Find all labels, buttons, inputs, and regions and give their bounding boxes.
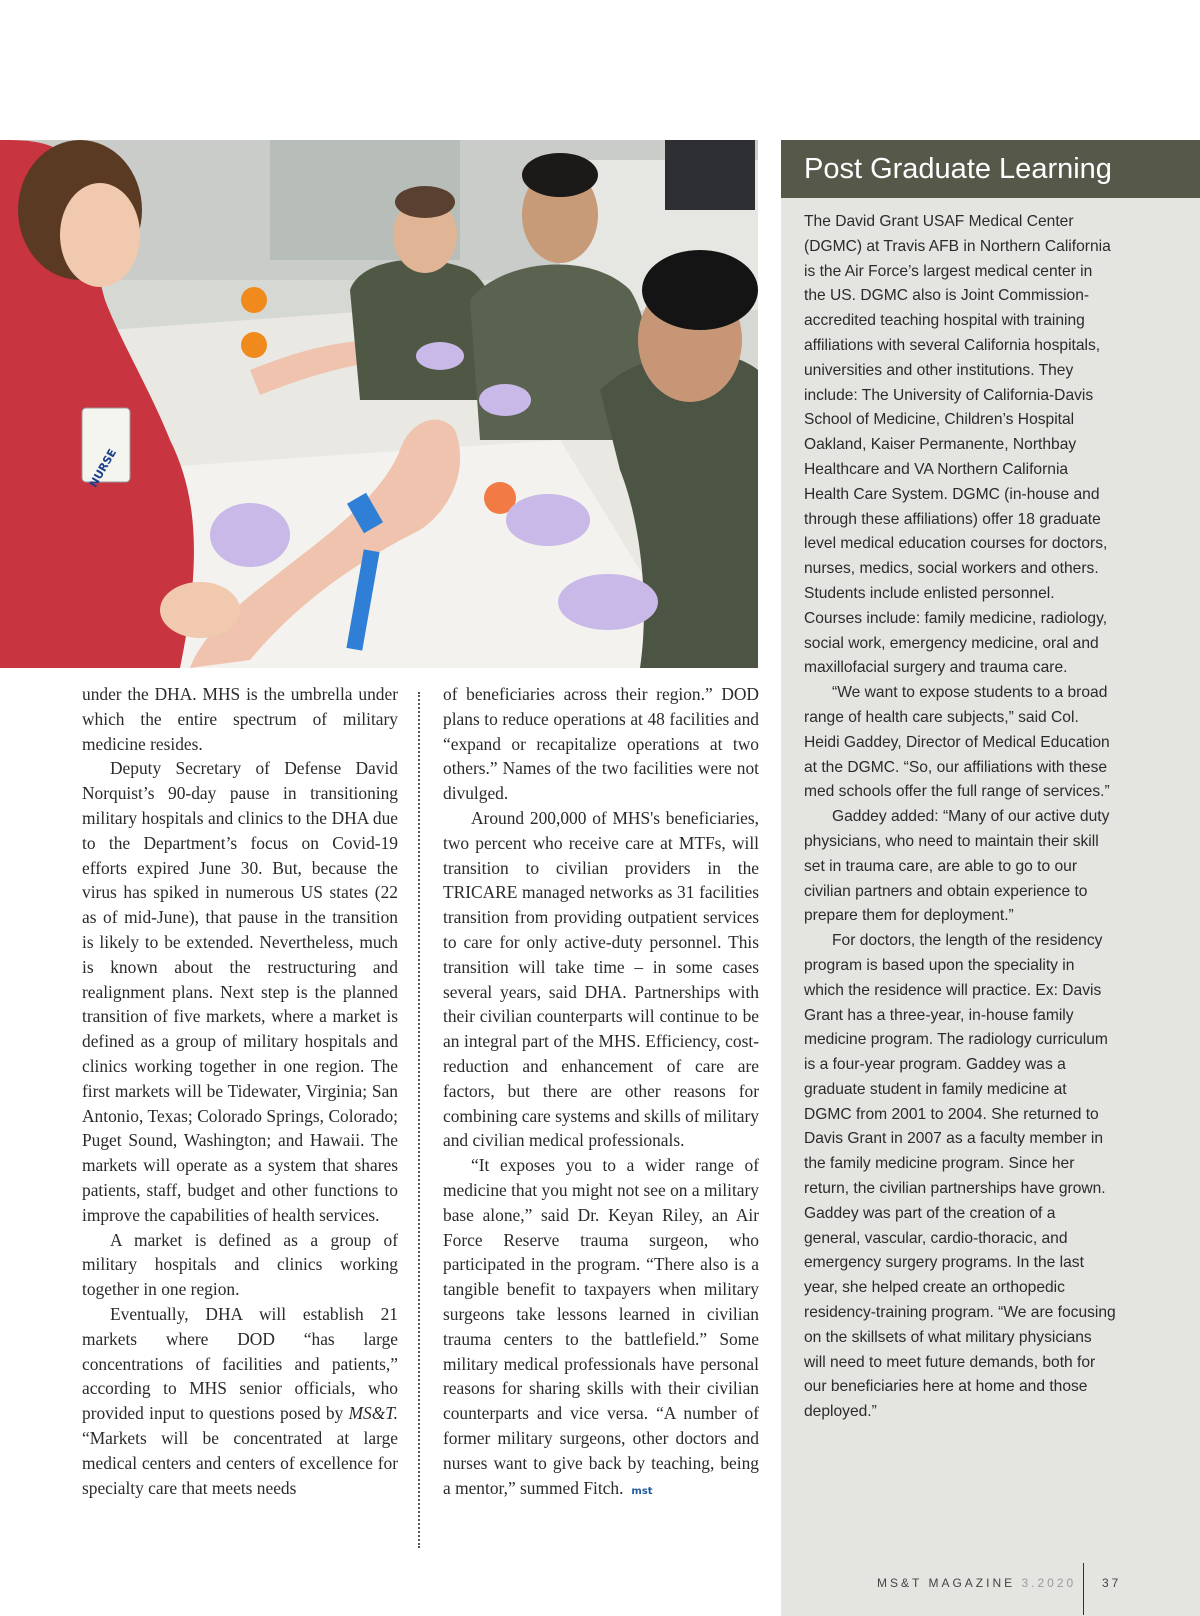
article-text: Eventually, DHA will establish 21 markets where DOD “has large concentrations of facilities and patients,” according to MHS senior officials, who provided input to questions posed by (82, 1303, 398, 1424)
footer-issue: 3.2020 (1021, 1576, 1077, 1590)
footer-divider (1083, 1563, 1084, 1615)
sidebar-paragraph: For doctors, the length of the residency program is based upon the speciality in which the residence will practice. Ex: Davis Grant has a three-year, in-house family medicine program. The radiology curriculum is a four-year program. Gaddey was a graduate student in family medicine at DGMC from 2001 to 2004. She returned to Davis Grant in 2007 as a faculty member in the family medicine program. Since her return, the civilian partnerships have grown. Gaddey was part of the creation of a general, vascular, cardio-thoracic, and emergency surgery programs. In the last year, she helped create an orthopedic residency-training program. “We are focusing on the skillsets of what military physicians will need to meet future demands, both for our beneficiaries here at home and those deployed.” (804, 932, 1116, 1421)
nurse-badge-text: NURSE (86, 446, 120, 490)
article-paragraph (443, 1153, 759, 1504)
footer-magazine-name: MS&T MAGAZINE (877, 1576, 1016, 1590)
article-text: “Markets will be concentrated at large medical centers and centers of excellence for specialty care that meets needs (82, 1427, 398, 1498)
page-number: 37 (1102, 1576, 1122, 1590)
training-photo (0, 140, 758, 668)
sidebar-paragraph: Gaddey added: “Many of our active duty physicians, who need to maintain their skill set in trauma care, are able to go to our civilian partners and obtain experience to prepare them for deployment.” (804, 808, 1110, 925)
article-paragraph: of beneficiaries across their region.” DOD plans to reduce operations at 48 facilities and “expand or recapitalize operations at two others.” Names of the two facilities were not divulged. (443, 684, 759, 804)
article-paragraph: under the DHA. MHS is the umbrella under which the entire spectrum of military medicine resides. (82, 684, 398, 754)
column-divider (418, 692, 420, 1548)
publication-name: MS&T. (348, 1403, 398, 1424)
training-photo-illustration (0, 140, 758, 668)
sidebar-paragraph: The David Grant USAF Medical Center (DGMC) at Travis AFB in Northern California is the Air Force’s largest medical center in the US. DGMC also is Joint Commission-accredited teaching hospital with training affiliations with several California hospitals, universities and other institutions. They include: The University of California-Davis School of Medicine, Children’s Hospital Oakland, Kaiser Permanente, Northbay Healthcare and VA Northern California Health Care System. DGMC (in-house and through these affiliations) offer 18 graduate level medical education courses for doctors, nurses, medics, social workers and others. Students include enlisted personnel. Courses include: family medicine, radiology, social work, emergency medicine, oral and maxillofacial surgery and trauma care. (804, 213, 1111, 677)
sidebar-body (804, 210, 1116, 1425)
article-text: “It exposes you to a wider range of medicine that you might not see on a military base alone,” said Dr. Keyan Riley, an Air Force Reserve trauma surgeon, who participated in the program. “There also is a tangible benefit to taxpayers when military surgeons take lessons learned in civilian trauma centers to the battlefield.” Some military medical professionals have personal reasons for sharing skills with their civilian counterparts and vice versa. “A number of former military surgeons, other doctors and nurses want to give back by teaching, being a mentor,” summed Fitch. (443, 1155, 759, 1498)
sidebar-title: Post Graduate Learning (781, 140, 1200, 198)
article-column-1 (82, 682, 398, 1500)
article-column-2 (443, 682, 759, 1504)
footer-magazine (877, 1576, 1096, 1590)
article-paragraph: Around 200,000 of MHS's beneficiaries, two percent who receive care at MTFs, will transition to civilian providers in the TRICARE managed networks as 31 facilities transition from providing outpatient services to care for only active-duty personnel. This transition will take time – in some cases several years, said DHA. Partnerships with their civilian counterparts will continue to be an integral part of the MHS. Efficiency, cost-reduction and enhancement of care are factors, but there are other reasons for combining care systems and skills of military and civilian medical professionals. (443, 807, 759, 1151)
article-paragraph: A market is defined as a group of military hospitals and clinics working together in one region. (82, 1229, 398, 1300)
sidebar-box (781, 140, 1200, 1616)
sidebar-paragraph: “We want to expose students to a broad range of health care subjects,” said Col. Heidi Gaddey, Director of Medical Education at the DGMC. “So, our affiliations with these med schools offer the full range of services.” (804, 684, 1110, 801)
mst-end-mark: mst (631, 1485, 653, 1497)
article-paragraph: Deputy Secretary of Defense David Norquist’s 90-day pause in transitioning military hospitals and clinics to the DHA due to the Department’s focus on Covid-19 efforts expired June 30. But, because the virus has spiked in numerous US states (22 as of mid-June), that pause in the transition is likely to be extended. Nevertheless, much is known about the restructuring and realignment plans. Next step is the planned transition of five markets, where a market is defined as a group of military hospitals and clinics working together in one region. The first markets will be Tidewater, Virginia; San Antonio, Texas; Colorado Springs, Colorado; Puget Sound, Washington; and Hawaii. The markets will operate as a system that shares patients, staff, budget and other functions to improve the capabilities of health services. (82, 758, 398, 1225)
article-paragraph (82, 1302, 398, 1500)
